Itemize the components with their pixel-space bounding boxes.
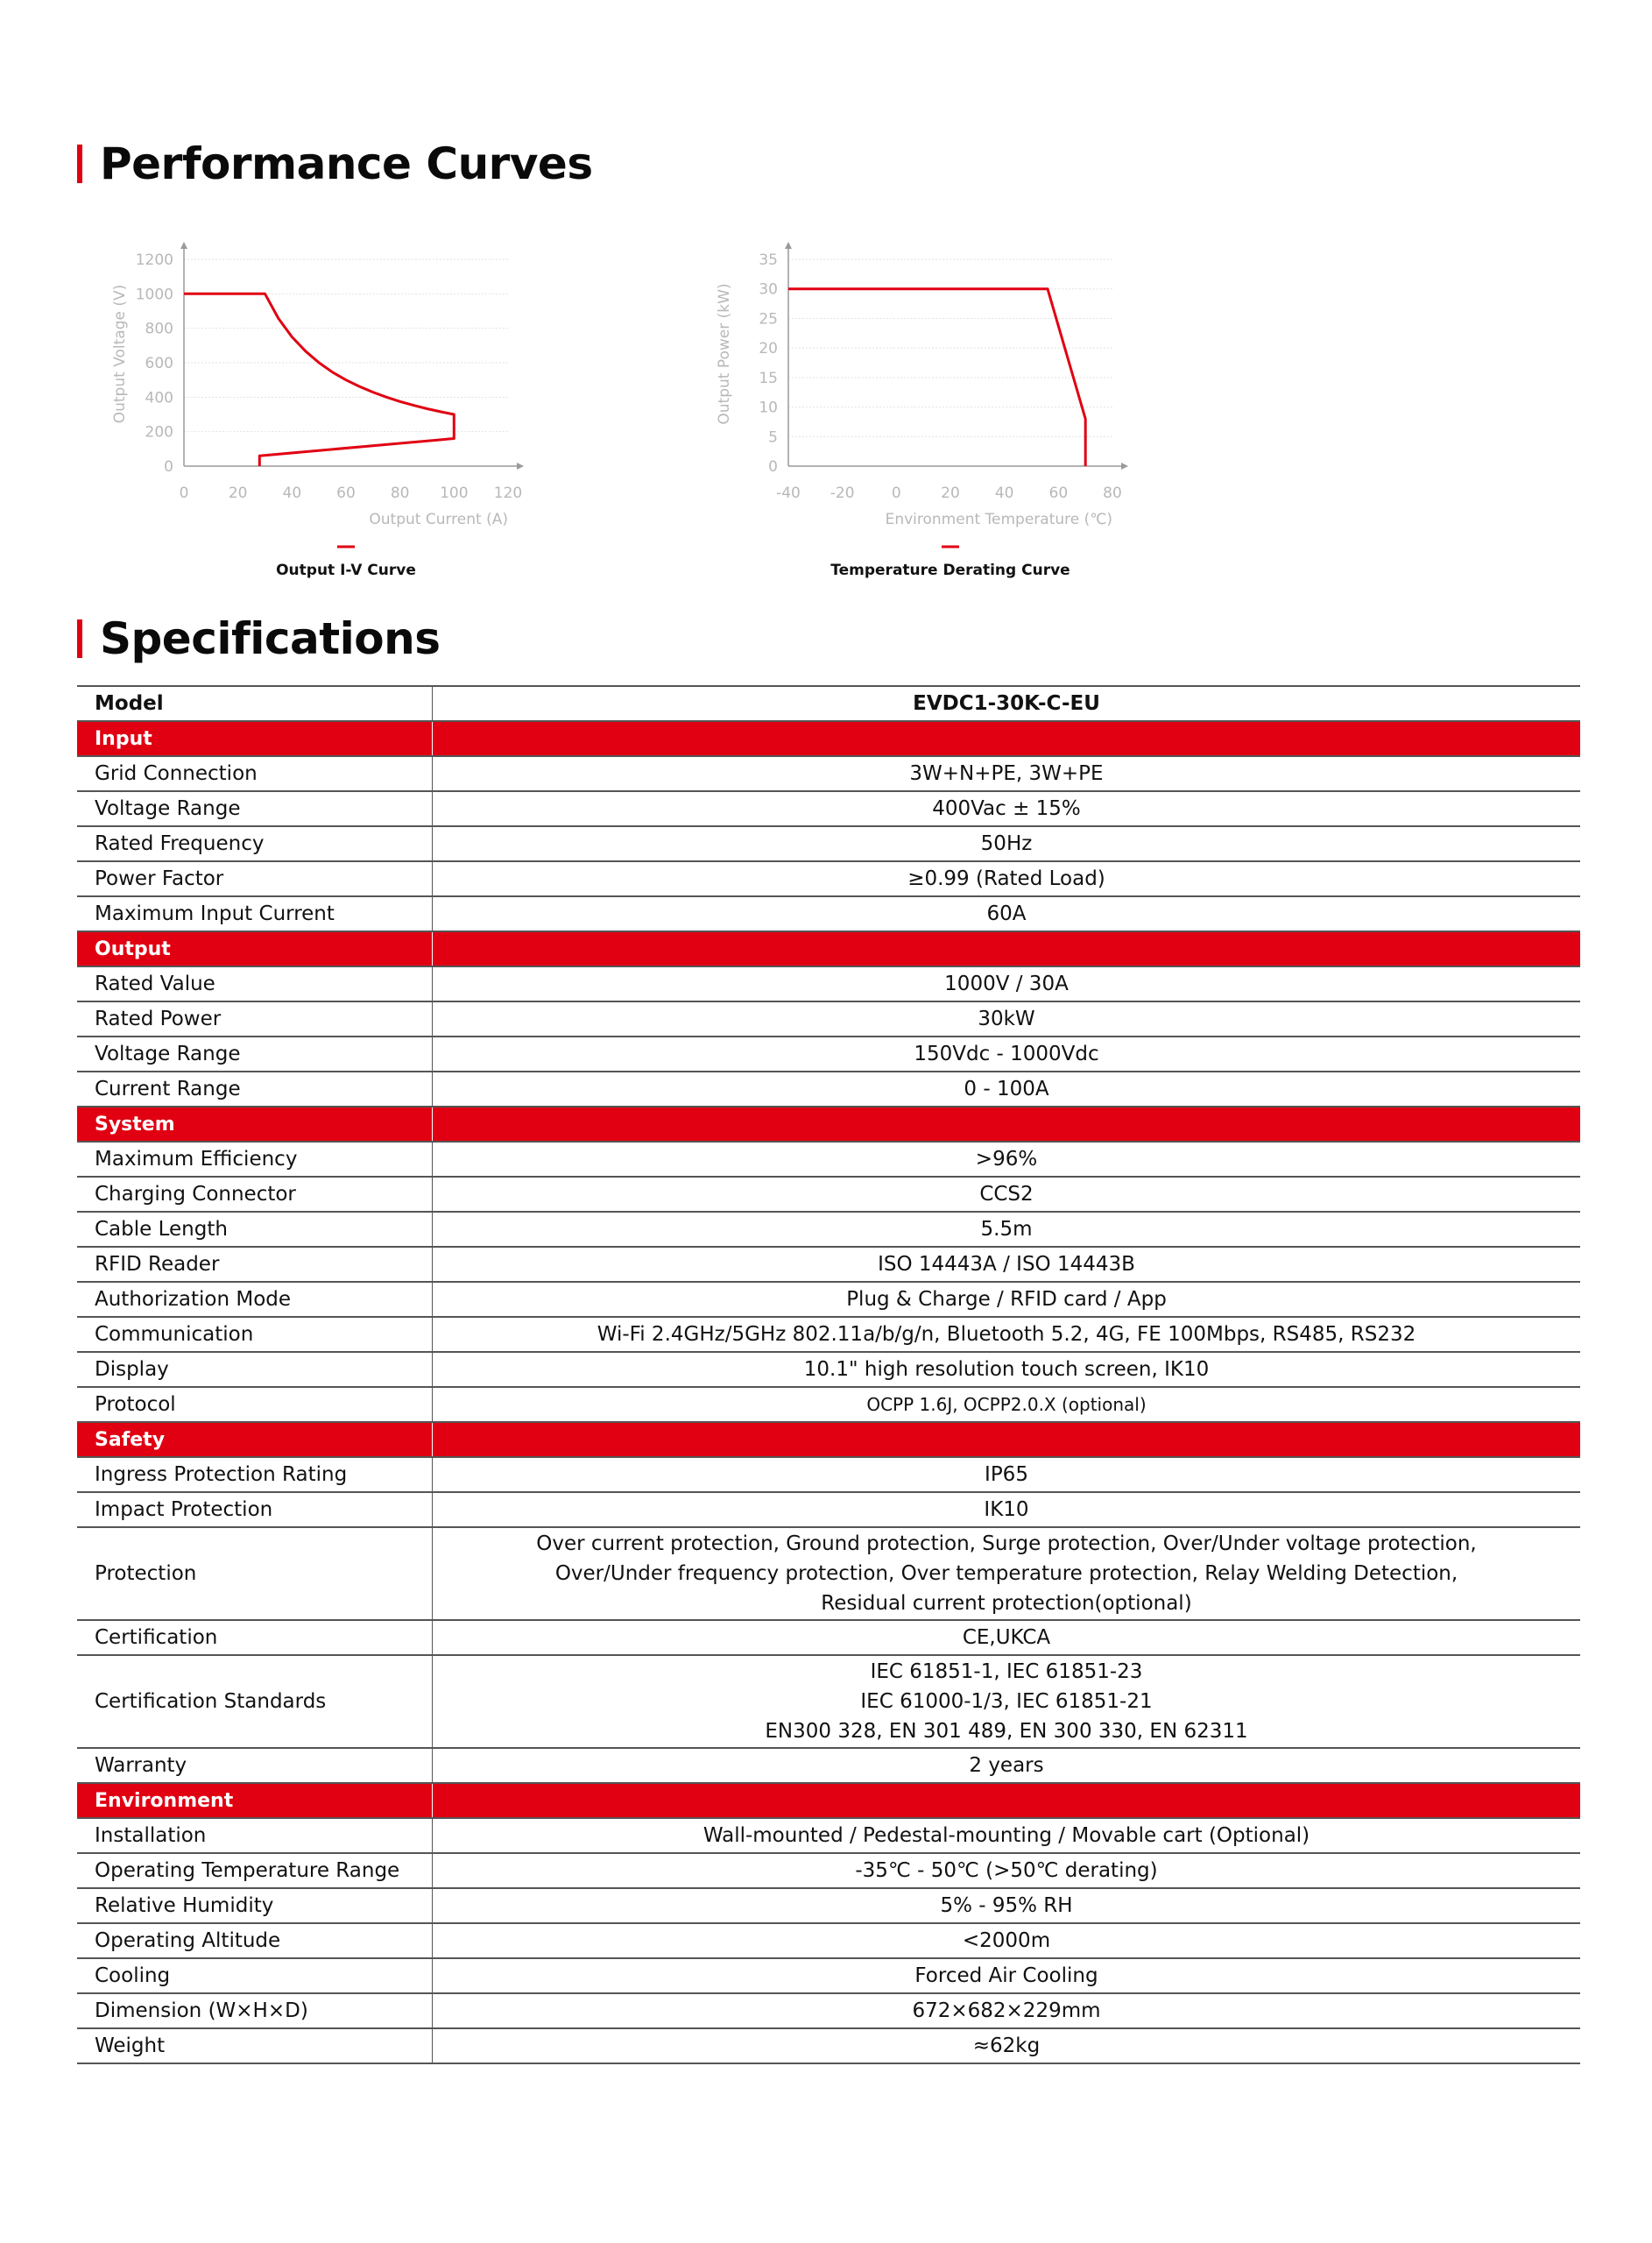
chart-iv-x-tick-label: 120 [493,485,523,502]
spec-label: Cooling [77,1958,433,1993]
spec-value: Plug & Charge / RFID card / App [433,1282,1581,1317]
table-row [77,1282,1580,1317]
chart-iv-x-axis-label: Output Current (A) [369,511,508,528]
spec-value [433,1527,1581,1620]
spec-value: Wi-Fi 2.4GHz/5GHz 802.11a/b/g/n, Bluetooth 5.2, 4G, FE 100Mbps, RS485, RS232 [433,1317,1581,1352]
spec-label: Relative Humidity [77,1888,433,1923]
spec-value: CE,UKCA [433,1620,1581,1655]
category-label: Environment [77,1783,433,1818]
chart-temp-x-arrow [1121,463,1128,470]
spec-value: 60A [433,896,1581,931]
category-filler [433,1422,1581,1457]
spec-value: 3W+N+PE, 3W+PE [433,756,1581,791]
spec-value: ≥0.99 (Rated Load) [433,861,1581,896]
chart-iv-y-arrow [180,242,187,249]
spec-label: Display [77,1352,433,1387]
specifications-table [77,685,1580,2064]
performance-curves-heading [77,133,593,195]
table-row [77,1142,1580,1177]
heading-accent-bar [77,619,82,658]
spec-value: 150Vdc - 1000Vdc [433,1037,1581,1072]
spec-label: Authorization Mode [77,1282,433,1317]
spec-label: Operating Altitude [77,1923,433,1958]
spec-value-line: Over current protection, Ground protection, Surge protection, Over/Under voltage protection, [536,1532,1477,1555]
category-filler [433,1107,1581,1142]
heading-accent-bar [77,145,82,183]
spec-value: ≈62kg [433,2028,1581,2063]
chart-temp-x-tick-label: 20 [941,485,960,502]
spec-label: Current Range [77,1072,433,1107]
chart-temp-x-axis-label: Environment Temperature (℃) [885,511,1112,528]
spec-value: 2 years [433,1748,1581,1783]
chart-iv-caption: Output I-V Curve [276,562,416,579]
spec-label: Certification Standards [77,1655,433,1748]
spec-label: Rated Value [77,966,433,1001]
table-row [77,1247,1580,1282]
spec-value: Forced Air Cooling [433,1958,1581,1993]
chart-iv-y-tick-label: 1000 [135,286,173,304]
spec-value-line: Over/Under frequency protection, Over temperature protection, Relay Welding Detection, [554,1562,1458,1585]
table-header-row [77,686,1580,721]
spec-value: 5% - 95% RH [433,1888,1581,1923]
chart-iv-x-tick-label: 0 [179,485,189,502]
table-row [77,896,1580,931]
chart-iv-y-tick-label: 400 [145,389,173,407]
chart-temp-x-tick-label: 40 [994,485,1014,502]
performance-curves-title: Performance Curves [100,138,593,189]
spec-label: Dimension (W×H×D) [77,1993,433,2028]
table-row [77,1001,1580,1037]
spec-label: Rated Power [77,1001,433,1037]
category-row-input [77,721,1580,756]
table-row [77,966,1580,1001]
spec-label: Charging Connector [77,1177,433,1212]
spec-label: RFID Reader [77,1247,433,1282]
spec-value: 0 - 100A [433,1072,1581,1107]
chart-temp-y-axis-label: Output Power (kW) [716,283,733,425]
table-row [77,826,1580,861]
chart-temp-y-tick-label: 5 [768,428,778,447]
spec-label: Ingress Protection Rating [77,1457,433,1492]
table-row [77,1853,1580,1888]
category-row-environment [77,1783,1580,1818]
category-filler [433,931,1581,966]
chart-temp-x-tick-label: -40 [776,485,801,502]
table-row [77,1072,1580,1107]
chart-iv-series-line [184,294,454,466]
table-row [77,1655,1580,1748]
chart-iv-x-tick-label: 80 [390,485,410,502]
chart-temp-x-tick-label: 0 [891,485,901,502]
chart-iv-y-tick-label: 0 [164,458,173,476]
specifications-heading [77,608,441,669]
spec-label: Protocol [77,1387,433,1422]
chart-iv-x-tick-label: 100 [440,485,469,502]
spec-label: Rated Frequency [77,826,433,861]
table-row [77,756,1580,791]
chart-temp-y-tick-label: 10 [759,399,778,417]
table-row [77,1818,1580,1853]
spec-value: OCPP 1.6J, OCPP2.0.X (optional) [433,1387,1581,1422]
specifications-title: Specifications [100,613,441,664]
chart-iv-y-tick-label: 1200 [135,251,173,269]
table-row [77,1993,1580,2028]
output-iv-chart-svg [96,237,552,587]
category-label: System [77,1107,433,1142]
spec-value: IK10 [433,1492,1581,1527]
spec-value: 672×682×229mm [433,1993,1581,2028]
spec-label: Maximum Input Current [77,896,433,931]
table-row [77,1457,1580,1492]
spec-label: Communication [77,1317,433,1352]
output-iv-chart [96,237,552,587]
spec-value: 50Hz [433,826,1581,861]
table-row [77,1748,1580,1783]
spec-label: Operating Temperature Range [77,1853,433,1888]
table-row [77,1888,1580,1923]
spec-label: Voltage Range [77,1037,433,1072]
chart-temp-y-arrow [785,242,792,249]
table-row [77,1212,1580,1247]
spec-value-line: IEC 61851-1, IEC 61851-23 [870,1660,1143,1683]
table-row [77,1527,1580,1620]
chart-iv-y-tick-label: 800 [145,320,173,338]
model-value: EVDC1-30K-C-EU [433,686,1581,721]
spec-value: 1000V / 30A [433,966,1581,1001]
temperature-derating-chart [701,237,1156,587]
specifications-table-body [77,686,1580,2063]
chart-temp-x-tick-label: 60 [1048,485,1069,502]
spec-label: Maximum Efficiency [77,1142,433,1177]
chart-iv-y-tick-label: 600 [145,355,173,372]
chart-temp-y-tick-label: 30 [759,280,778,299]
table-row [77,1317,1580,1352]
spec-label: Warranty [77,1748,433,1783]
spec-label: Power Factor [77,861,433,896]
chart-temp-caption: Temperature Derating Curve [830,562,1070,579]
spec-value: ISO 14443A / ISO 14443B [433,1247,1581,1282]
chart-iv-x-tick-label: 40 [282,485,302,502]
table-row [77,2028,1580,2063]
spec-value: Wall-mounted / Pedestal-mounting / Movable cart (Optional) [433,1818,1581,1853]
spec-label: Protection [77,1527,433,1620]
chart-iv-y-tick-label: 200 [145,423,173,442]
spec-value: 30kW [433,1001,1581,1037]
chart-temp-y-tick-label: 20 [759,340,778,358]
spec-value: <2000m [433,1923,1581,1958]
spec-value: -35℃ - 50℃ (>50℃ derating) [433,1853,1581,1888]
spec-label: Weight [77,2028,433,2063]
temperature-derating-chart-svg [701,237,1156,587]
spec-label: Impact Protection [77,1492,433,1527]
table-row [77,1352,1580,1387]
table-row [77,1923,1580,1958]
spec-value: CCS2 [433,1177,1581,1212]
table-row [77,1620,1580,1655]
chart-temp-y-tick-label: 15 [759,369,778,387]
chart-iv-x-arrow [517,463,524,470]
chart-temp-y-tick-label: 0 [768,458,778,476]
chart-temp-x-tick-label: -20 [830,485,855,502]
chart-temp-x-tick-label: 80 [1103,485,1122,502]
spec-label: Voltage Range [77,791,433,826]
category-row-system [77,1107,1580,1142]
chart-temp-y-tick-label: 25 [759,310,778,329]
table-row [77,1387,1580,1422]
category-label: Output [77,931,433,966]
category-filler [433,1783,1581,1818]
spec-value [433,1655,1581,1748]
table-row [77,1958,1580,1993]
spec-value: 10.1" high resolution touch screen, IK10 [433,1352,1581,1387]
table-row [77,1037,1580,1072]
category-label: Input [77,721,433,756]
spec-value: 5.5m [433,1212,1581,1247]
spec-label: Cable Length [77,1212,433,1247]
table-row [77,791,1580,826]
spec-value-line: EN300 328, EN 301 489, EN 300 330, EN 62311 [765,1720,1248,1743]
spec-label: Grid Connection [77,756,433,791]
model-label: Model [77,686,433,721]
spec-value: >96% [433,1142,1581,1177]
category-filler [433,721,1581,756]
chart-iv-y-axis-label: Output Voltage (V) [111,284,129,424]
spec-value-line: IEC 61000-1/3, IEC 61851-21 [860,1690,1153,1713]
category-label: Safety [77,1422,433,1457]
chart-temp-y-tick-label: 35 [759,251,778,269]
spec-value: 400Vac ± 15% [433,791,1581,826]
category-row-output [77,931,1580,966]
spec-value: IP65 [433,1457,1581,1492]
category-row-safety [77,1422,1580,1457]
table-row [77,1177,1580,1212]
chart-iv-x-tick-label: 20 [228,485,248,502]
spec-label: Installation [77,1818,433,1853]
chart-iv-x-tick-label: 60 [336,485,356,502]
table-row [77,861,1580,896]
table-row [77,1492,1580,1527]
spec-value-line: Residual current protection(optional) [821,1592,1192,1615]
spec-label: Certification [77,1620,433,1655]
